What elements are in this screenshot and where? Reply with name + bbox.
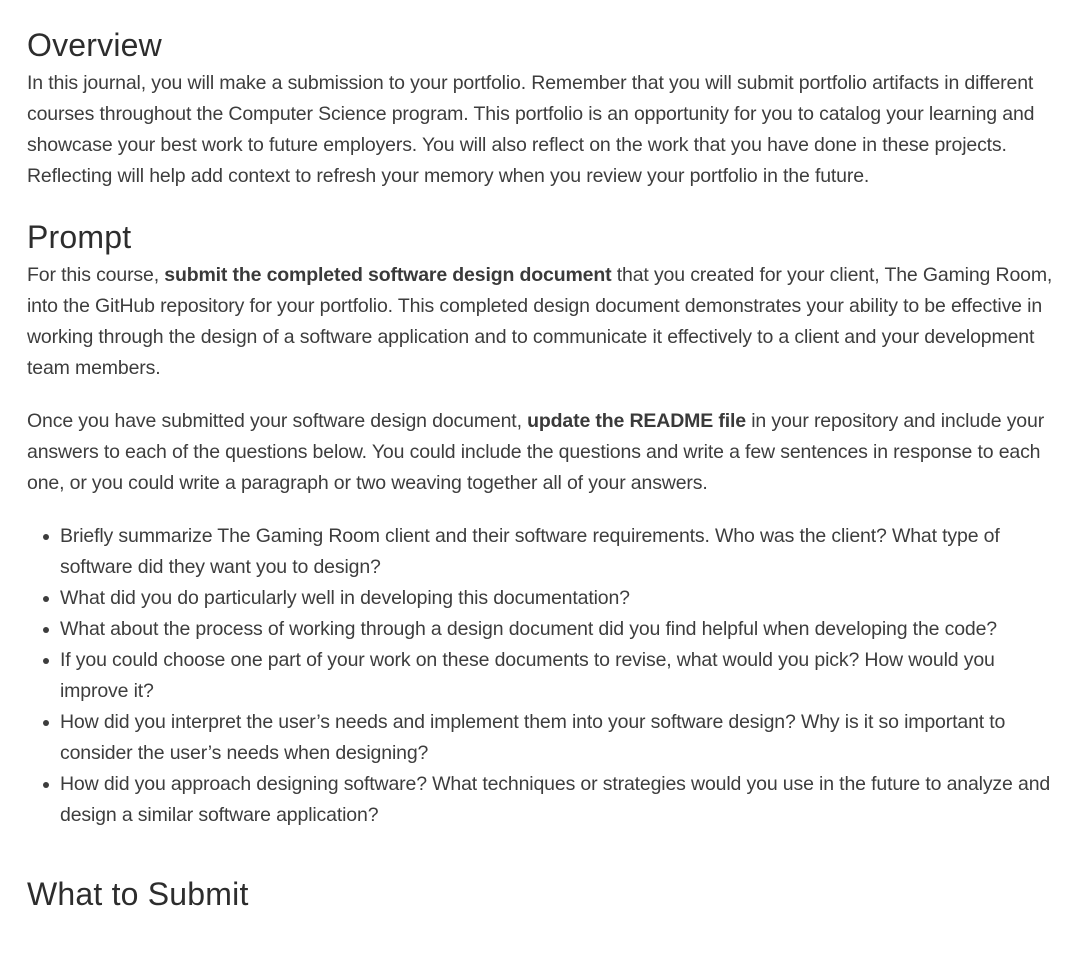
prompt-heading: Prompt xyxy=(27,219,132,255)
prompt-p1-bold: submit the completed software design document xyxy=(164,264,612,286)
question-item: What did you do particularly well in developing this documentation? xyxy=(60,583,1057,614)
overview-heading: Overview xyxy=(27,27,162,63)
question-item: How did you approach designing software? What techniques or strategies would you use in the future to analyze and design a similar software application? xyxy=(60,769,1057,831)
prompt-p2-bold: update the README file xyxy=(527,410,746,432)
what-to-submit-heading: What to Submit xyxy=(27,876,249,912)
prompt-paragraph-2 xyxy=(27,406,1057,499)
prompt-paragraph-1 xyxy=(27,260,1057,384)
prompt-p1-text-after: that you created for your client, The Gaming Room, into the GitHub repository for your portfolio. This completed design document demonstrates your ability to be effective in working through the design of a software application and to communicate it effectively to a client and your development team members. xyxy=(27,264,1053,379)
question-item: Briefly summarize The Gaming Room client and their software requirements. Who was the client? What type of software did they want you to design? xyxy=(60,521,1057,583)
question-item: What about the process of working through a design document did you find helpful when developing the code? xyxy=(60,614,1057,645)
prompt-p1-text-before: For this course, xyxy=(27,264,165,286)
document-content xyxy=(27,22,1057,917)
prompt-p2-text-before: Once you have submitted your software design document, xyxy=(27,410,528,432)
overview-paragraph: In this journal, you will make a submission to your portfolio. Remember that you will submit portfolio artifacts in different courses throughout the Computer Science program. This portfolio is an opportunity for you to catalog your learning and showcase your best work to future employers. You will also reflect on the work that you have done in these projects. Reflecting will help add context to refresh your memory when you review your portfolio in the future. xyxy=(27,72,1035,187)
prompt-p2-text-after: in your repository and include your answers to each of the questions below. You could include the questions and write a few sentences in response to each one, or you could write a paragraph or two weaving together all of your answers. xyxy=(27,410,1045,494)
question-list xyxy=(27,521,1057,831)
question-item: If you could choose one part of your work on these documents to revise, what would you pick? How would you improve it? xyxy=(60,645,1057,707)
question-item: How did you interpret the user’s needs and implement them into your software design? Why is it so important to consider the user’s needs when designing? xyxy=(60,707,1057,769)
